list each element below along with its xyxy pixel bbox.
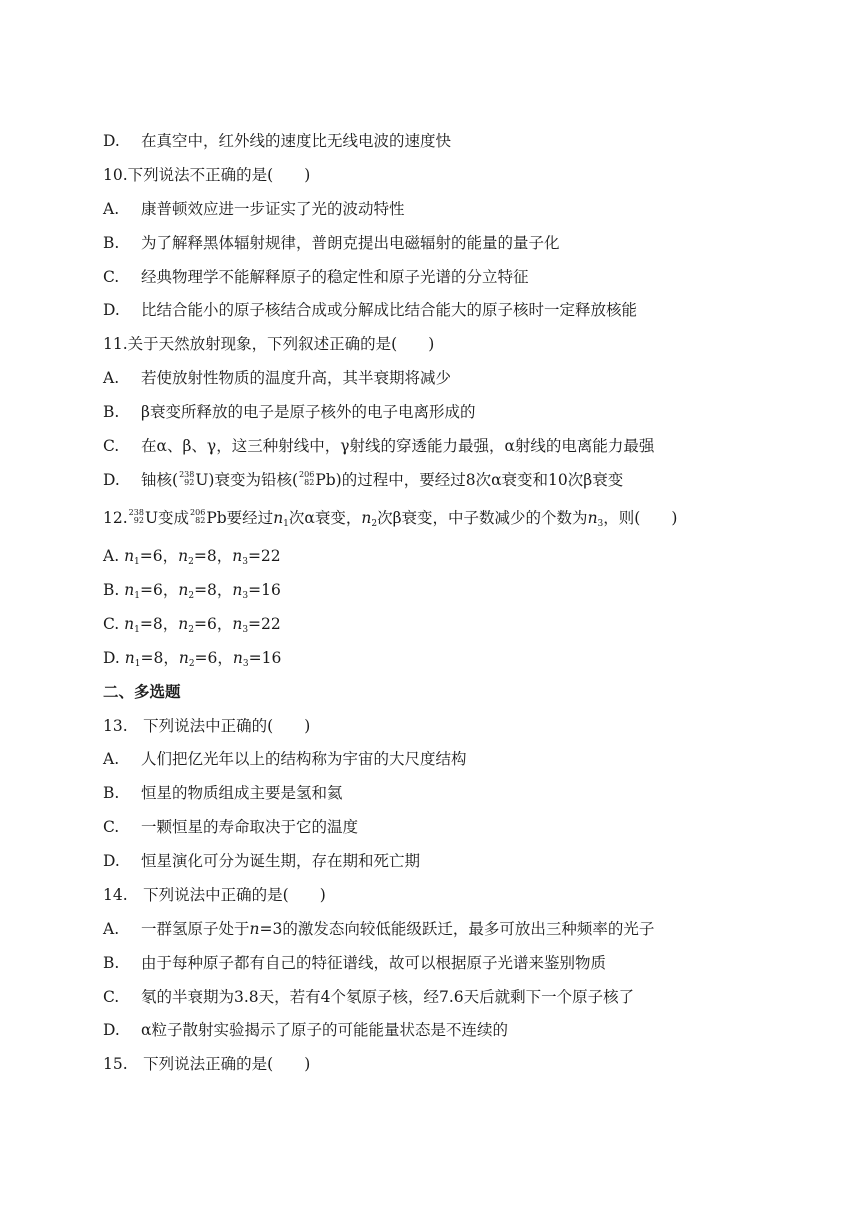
option-text: α粒子散射实验揭示了原子的可能能量状态是不连续的 (141, 1021, 508, 1039)
option-text-part: 一群氢原子处于 (141, 920, 250, 938)
option-text-part: )的过程中，要经过8次α衰变和10次β衰变 (335, 471, 624, 489)
section-heading: 二、多选题 (103, 683, 181, 701)
q13-option-a (103, 748, 800, 770)
option-letter: C. (103, 988, 120, 1006)
option-letter: A. (103, 369, 120, 387)
option-letter: C. (103, 268, 120, 286)
option-letter: B. (103, 581, 120, 599)
value: =22 (248, 615, 281, 633)
option-letter: C. (103, 437, 120, 455)
option-text: 人们把亿光年以上的结构称为宇宙的大尺度结构 (141, 750, 467, 768)
subscript: 1 (134, 557, 140, 567)
subscript: 1 (134, 591, 140, 601)
value: =8， (139, 615, 179, 633)
stem-text: 次α衰变， (288, 509, 362, 527)
q11-option-c (103, 435, 800, 457)
subscript: 3 (242, 557, 248, 567)
lead-isotope-numbers (190, 509, 205, 525)
q11-option-b (103, 401, 800, 423)
option-text: 恒星演化可分为诞生期，存在期和死亡期 (141, 852, 421, 870)
variable-n: n (361, 509, 372, 527)
variable-n: n (273, 509, 284, 527)
option-text: 若使放射性物质的温度升高，其半衰期将减少 (141, 369, 452, 387)
q10-option-b (103, 232, 800, 254)
q11-stem: 11.关于天然放射现象，下列叙述正确的是( ) (103, 335, 435, 353)
option-text: 比结合能小的原子核结合成或分解成比结合能大的原子核时一定释放核能 (141, 301, 638, 319)
variable-n: n (178, 615, 189, 633)
atomic-number: 92 (184, 478, 195, 487)
value: =6， (193, 615, 233, 633)
element-symbol: Pb (315, 471, 336, 489)
option-letter: C. (103, 615, 120, 633)
element-symbol: Pb (206, 509, 227, 527)
subscript: 2 (188, 591, 195, 601)
q12-option-d (103, 647, 800, 669)
q10-stem: 10.下列说法不正确的是( ) (103, 166, 311, 184)
q11-option-d (103, 469, 800, 491)
subscript: 2 (188, 659, 195, 669)
uranium-isotope-numbers (129, 509, 144, 525)
option-letter: B. (103, 954, 120, 972)
option-text: 恒星的物质组成主要是氢和氦 (141, 784, 343, 802)
element-symbol: U (144, 509, 159, 527)
option-text: 在α、β、γ，这三种射线中，γ射线的穿透能力最强，α射线的电离能力最强 (141, 437, 655, 455)
lead-isotope-numbers (299, 471, 314, 487)
q12-option-b (103, 579, 800, 601)
q13-option-c (103, 816, 800, 838)
q10-option-d (103, 299, 800, 321)
variable-n: n (232, 615, 243, 633)
option-letter: D. (103, 649, 120, 667)
variable-n: n (124, 649, 135, 667)
option-text: 康普顿效应进一步证实了光的波动特性 (141, 200, 405, 218)
value: =16 (248, 649, 282, 667)
subscript: 3 (242, 625, 249, 635)
option-text: 由于每种原子都有自己的特征谱线，故可以根据原子光谱来鉴别物质 (141, 954, 607, 972)
mass-number: 238 (179, 470, 195, 479)
option-text-part: 铀核( (141, 471, 179, 489)
option-letter: D. (103, 471, 120, 489)
q14-option-c (103, 986, 800, 1008)
option-letter: A. (103, 200, 120, 218)
q12-option-c (103, 613, 800, 635)
value: =6， (139, 547, 179, 565)
subscript: 2 (188, 625, 194, 635)
option-text: β衰变所释放的电子是原子核外的电子电离形成的 (141, 403, 476, 421)
q14-option-d (103, 1019, 800, 1041)
q10-option-c (103, 266, 800, 288)
value: =8， (140, 649, 179, 667)
mass-number: 206 (299, 470, 315, 479)
option-text: 为了解释黑体辐射规律，普朗克提出电磁辐射的能量的量子化 (141, 234, 560, 252)
atomic-number: 82 (304, 478, 315, 487)
element-symbol: U (195, 471, 209, 489)
subscript: 1 (134, 625, 140, 635)
q14-option-b (103, 952, 800, 974)
stem-text: 次β衰变，中子数减少的个数为 (377, 509, 588, 527)
option-letter: B. (103, 403, 120, 421)
option-letter: B. (103, 234, 120, 252)
variable-n: n (124, 615, 135, 633)
q12-stem (103, 507, 800, 529)
q13-stem: 13. 下列说法中正确的( ) (103, 717, 311, 735)
mass-number: 206 (190, 508, 206, 517)
q13-option-b (103, 782, 800, 804)
option-letter: A. (103, 750, 120, 768)
option-letter: D. (103, 1021, 120, 1039)
value: =8， (194, 581, 233, 599)
stem-text: ，则( ) (603, 509, 678, 527)
atomic-number: 92 (133, 516, 144, 525)
option-letter: D. (103, 132, 120, 150)
variable-n: n (124, 581, 135, 599)
option-letter: B. (103, 784, 120, 802)
q10-option-a (103, 198, 800, 220)
value: =8， (193, 547, 233, 565)
subscript: 3 (242, 591, 249, 601)
subscript: 2 (371, 519, 378, 529)
variable-n: n (124, 547, 135, 565)
q12-option-a (103, 545, 800, 567)
q13-option-d (103, 850, 800, 872)
value: =6， (194, 649, 233, 667)
question-number: 12. (103, 509, 128, 527)
mass-number: 238 (128, 508, 144, 517)
subscript: 2 (188, 557, 194, 567)
value: =6， (139, 581, 179, 599)
variable-n: n (178, 581, 189, 599)
q15-stem: 15. 下列说法正确的是( ) (103, 1055, 311, 1073)
option-text: 在真空中，红外线的速度比无线电波的速度快 (141, 132, 452, 150)
variable-n: n (178, 547, 189, 565)
q14-stem: 14. 下列说法中正确的是( ) (103, 886, 326, 904)
variable-n: n (249, 920, 260, 938)
option-text: 一颗恒星的寿命取决于它的温度 (141, 818, 359, 836)
q11-option-a (103, 367, 800, 389)
option-text-part: )衰变为铅核( (208, 471, 299, 489)
value: =16 (248, 581, 281, 599)
option-letter: D. (103, 301, 120, 319)
option-text-part: =3的激发态向较低能级跃迁，最多可放出三种频率的光子 (259, 920, 655, 938)
option-letter: A. (103, 920, 120, 938)
subscript: 1 (134, 659, 141, 669)
option-text: 氡的半衰期为3.8天，若有4个氡原子核，经7.6天后就剩下一个原子核了 (141, 988, 635, 1006)
q14-option-a (103, 918, 800, 940)
option-letter: A. (103, 547, 120, 565)
value: =22 (247, 547, 281, 565)
subscript: 3 (597, 519, 604, 529)
stem-text: 变成 (158, 509, 190, 527)
uranium-isotope-numbers (179, 471, 194, 487)
variable-n: n (232, 649, 243, 667)
variable-n: n (178, 649, 189, 667)
stem-text: 要经过 (226, 509, 274, 527)
subscript: 3 (242, 659, 249, 669)
option-letter: C. (103, 818, 120, 836)
variable-n: n (587, 509, 598, 527)
option-text: 经典物理学不能解释原子的稳定性和原子光谱的分立特征 (141, 268, 529, 286)
variable-n: n (232, 547, 243, 565)
atomic-number: 82 (195, 516, 206, 525)
subscript: 1 (283, 519, 289, 529)
variable-n: n (232, 581, 243, 599)
option-letter: D. (103, 852, 120, 870)
q9-option-d (103, 130, 800, 152)
